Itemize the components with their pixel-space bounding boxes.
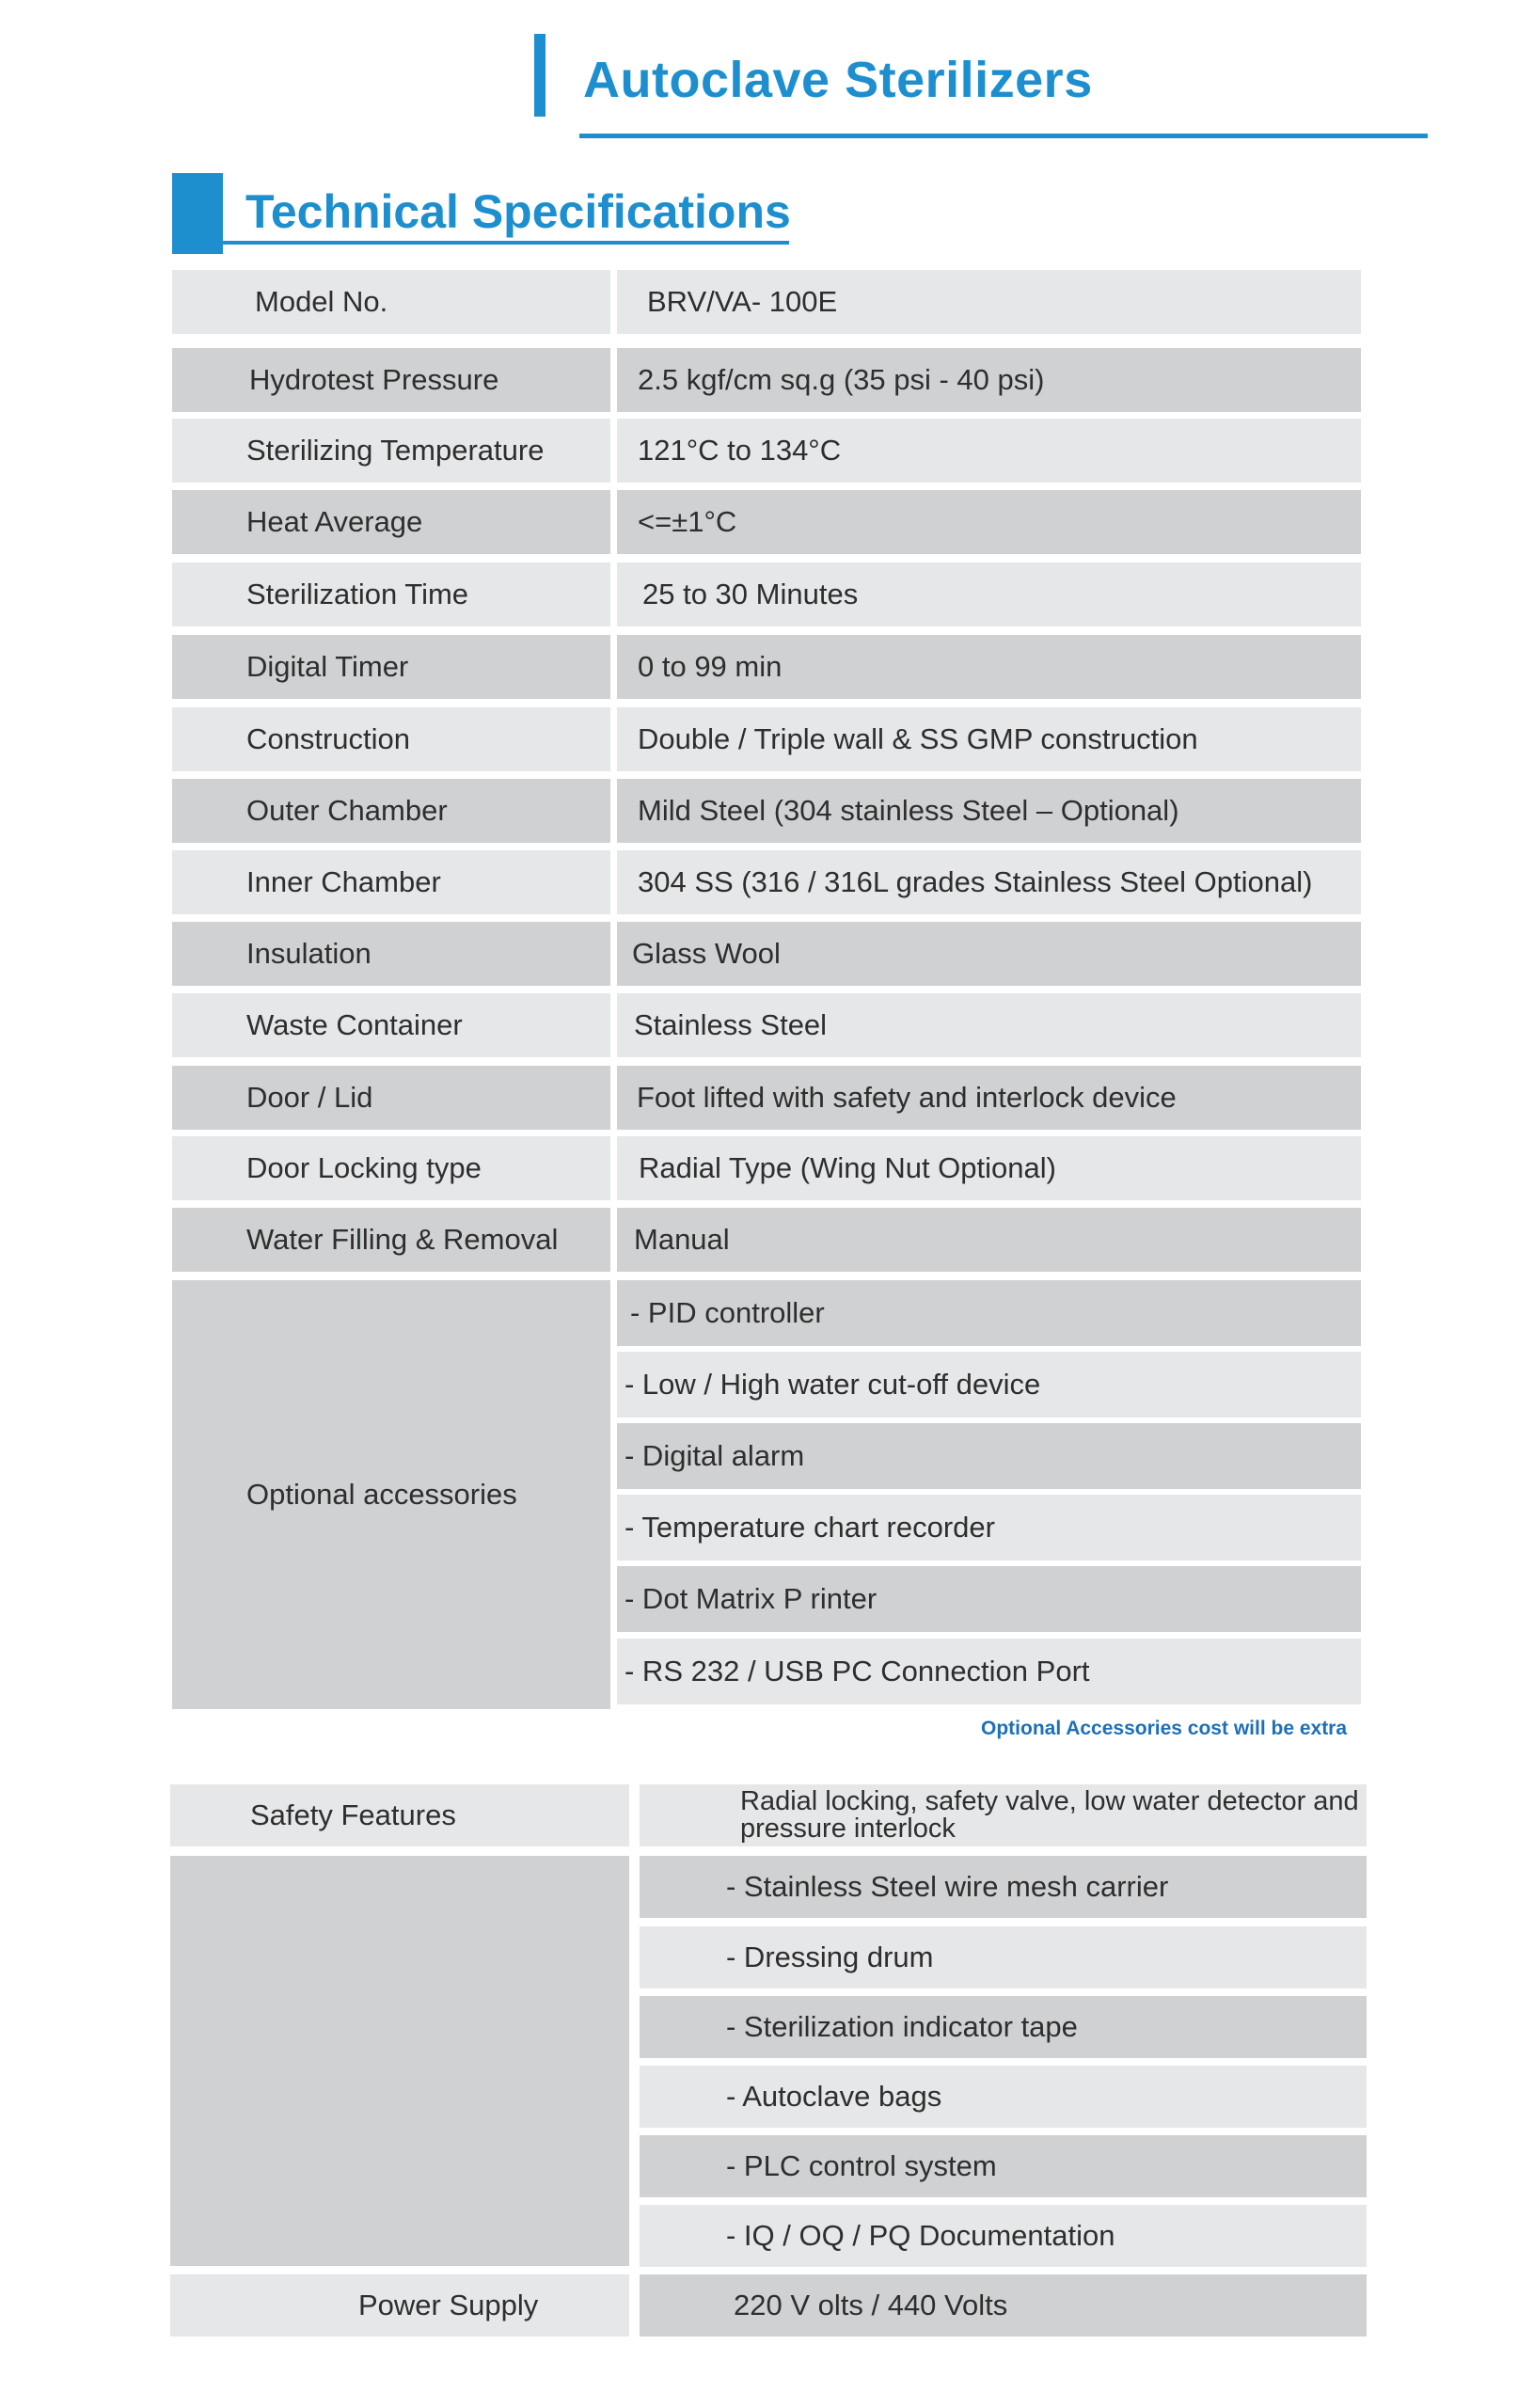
optional-accessories-label: Optional accessories bbox=[172, 1280, 610, 1709]
optional-accessory-item: - Temperature chart recorder bbox=[617, 1495, 1361, 1560]
spec-value: Mild Steel (304 stainless Steel – Optional) bbox=[617, 779, 1361, 843]
spec-label: Waste Container bbox=[172, 993, 610, 1057]
spec-label: Insulation bbox=[172, 922, 610, 986]
spec-value: 2.5 kgf/cm sq.g (35 psi - 40 psi) bbox=[617, 348, 1361, 412]
spec-value: Manual bbox=[617, 1208, 1361, 1272]
spec-label: Water Filling & Removal bbox=[172, 1208, 610, 1272]
section-title: Technical Specifications bbox=[245, 185, 791, 238]
spec-value: <=±1°C bbox=[617, 490, 1361, 554]
spec-label: Heat Average bbox=[172, 490, 610, 554]
spec-label: Door Locking type bbox=[172, 1136, 610, 1200]
power-supply-label: Power Supply bbox=[170, 2274, 629, 2337]
spec-value: 25 to 30 Minutes bbox=[617, 562, 1361, 626]
header-underline bbox=[579, 134, 1428, 138]
optional-accessory-item: - PID controller bbox=[617, 1280, 1361, 1346]
optional-accessory-item: - RS 232 / USB PC Connection Port bbox=[617, 1639, 1361, 1704]
section-accent-block bbox=[172, 173, 223, 254]
included-item: - Sterilization indicator tape bbox=[640, 1996, 1367, 2058]
safety-features-label: Safety Features bbox=[170, 1784, 629, 1846]
optional-accessory-item: - Digital alarm bbox=[617, 1423, 1361, 1489]
spec-label: Inner Chamber bbox=[172, 850, 610, 914]
included-items-label-area bbox=[170, 1856, 629, 2266]
spec-value: Double / Triple wall & SS GMP construction bbox=[617, 707, 1361, 771]
page-title: Autoclave Sterilizers bbox=[583, 52, 1093, 108]
included-item: - Dressing drum bbox=[640, 1926, 1367, 1988]
spec-value: BRV/VA- 100E bbox=[617, 270, 1361, 334]
spec-label: Sterilizing Temperature bbox=[172, 419, 610, 483]
spec-value: Stainless Steel bbox=[617, 993, 1361, 1057]
section-underline bbox=[223, 241, 789, 245]
included-item: - IQ / OQ / PQ Documentation bbox=[640, 2205, 1367, 2267]
spec-label: Model No. bbox=[172, 270, 610, 334]
spec-label: Construction bbox=[172, 707, 610, 771]
spec-value: 121°C to 134°C bbox=[617, 419, 1361, 483]
included-item: - Autoclave bags bbox=[640, 2066, 1367, 2128]
spec-label: Outer Chamber bbox=[172, 779, 610, 843]
optional-accessory-item: - Low / High water cut-off device bbox=[617, 1352, 1361, 1418]
spec-label: Door / Lid bbox=[172, 1066, 610, 1130]
included-item: - PLC control system bbox=[640, 2135, 1367, 2197]
spec-value: Radial Type (Wing Nut Optional) bbox=[617, 1136, 1361, 1200]
safety-features-value: Radial locking, safety valve, low water detector and pressure interlock bbox=[640, 1784, 1367, 1846]
spec-label: Digital Timer bbox=[172, 635, 610, 699]
optional-accessory-item: - Dot Matrix P rinter bbox=[617, 1566, 1361, 1632]
power-supply-value: 220 V olts / 440 Volts bbox=[640, 2274, 1367, 2337]
spec-value: Foot lifted with safety and interlock device bbox=[617, 1066, 1361, 1130]
spec-value: Glass Wool bbox=[617, 922, 1361, 986]
optional-accessories-note: Optional Accessories cost will be extra bbox=[981, 1718, 1348, 1739]
spec-label: Sterilization Time bbox=[172, 562, 610, 626]
spec-label: Hydrotest Pressure bbox=[172, 348, 610, 412]
spec-value: 304 SS (316 / 316L grades Stainless Steel Optional) bbox=[617, 850, 1361, 914]
spec-value: 0 to 99 min bbox=[617, 635, 1361, 699]
included-item: - Stainless Steel wire mesh carrier bbox=[640, 1856, 1367, 1918]
header-accent-bar bbox=[534, 34, 546, 117]
